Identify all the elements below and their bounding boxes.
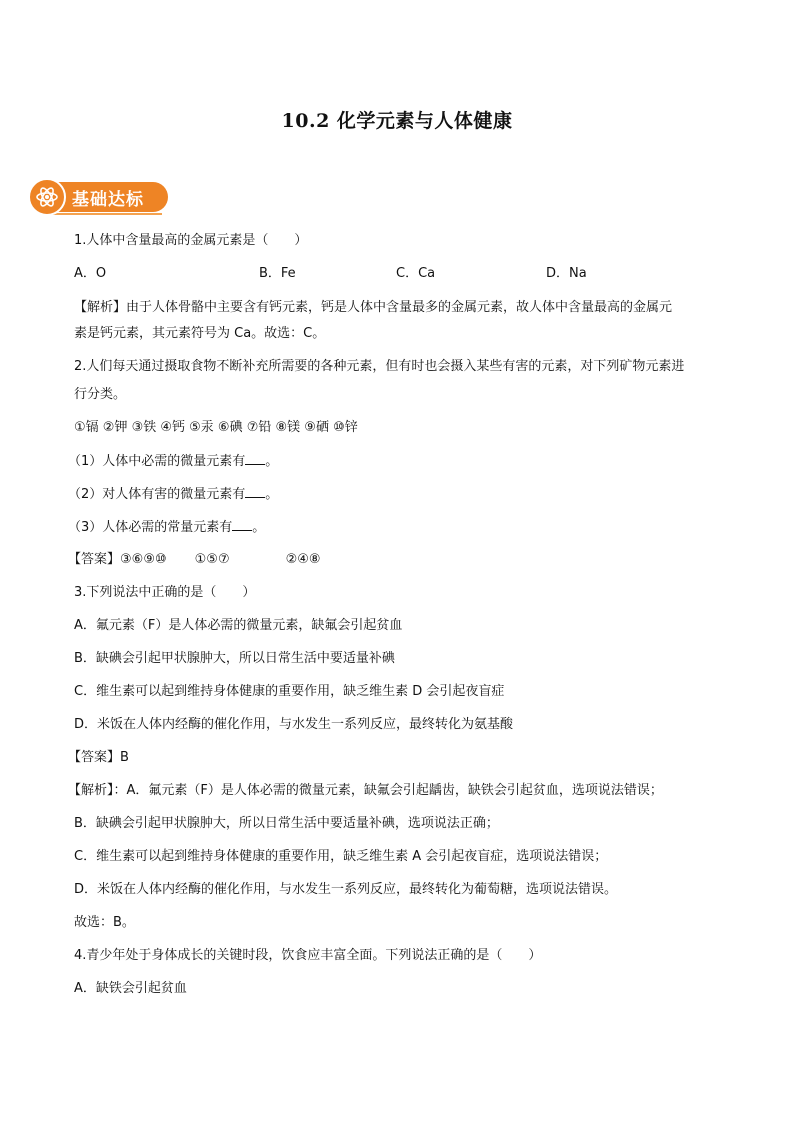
question-2-sub-3: （3）人体必需的常量元素有 。 xyxy=(68,516,734,549)
question-2-stem-line-2: 行分类。 xyxy=(74,387,127,402)
question-2-answer: 【答案】③⑥⑨⑩ ①⑤⑦ ②④⑧ xyxy=(68,552,321,567)
question-2-elements: ①镉 ②钾 ③铁 ④钙 ⑤汞 ⑥碘 ⑦铅 ⑧镁 ⑨硒 ⑩锌 xyxy=(74,420,358,435)
question-3-option-a: A．氟元素（F）是人体必需的微量元素，缺氟会引起贫血 xyxy=(74,618,403,633)
option-b: B．Fe xyxy=(259,266,296,281)
question-4-option-a: A．缺铁会引起贫血 xyxy=(74,981,187,996)
answer-blank xyxy=(232,516,252,531)
atom-icon xyxy=(28,178,66,216)
question-2-sub-2: （2）对人体有害的微量元素有 。 xyxy=(68,483,734,516)
question-3-option-c: C．维生素可以起到维持身体健康的重要作用，缺乏维生素 D 会引起夜盲症 xyxy=(74,684,505,699)
question-3-analysis-3: C．维生素可以起到维持身体健康的重要作用，缺乏维生素 A 会引起夜盲症，选项说法错误； xyxy=(74,849,608,864)
question-3-analysis-5: 故选：B。 xyxy=(74,915,135,930)
page-title: 10.2 化学元素与人体健康 xyxy=(281,110,513,132)
answer-blank xyxy=(245,483,265,498)
question-3-option-d: D．米饭在人体内经酶的催化作用，与水发生一系列反应，最终转化为氨基酸 xyxy=(74,717,514,732)
question-2-stem-line-1: 2.人们每天通过摄取食物不断补充所需要的各种元素，但有时也会摄入某些有害的元素，对下列矿物元素进 xyxy=(74,359,685,374)
question-1-stem: 1.人体中含量最高的金属元素是（ ） xyxy=(74,233,308,248)
question-3-option-b: B．缺碘会引起甲状腺肿大，所以日常生活中要适量补碘 xyxy=(74,651,395,666)
option-a: A．O xyxy=(74,266,107,281)
question-1-analysis-line-1: 【解析】由于人体骨骼中主要含有钙元素，钙是人体中含量最多的金属元素，故人体中含量最高的金属元 xyxy=(74,300,673,315)
question-3-analysis-2: B．缺碘会引起甲状腺肿大，所以日常生活中要适量补碘，选项说法正确； xyxy=(74,816,499,831)
question-3-analysis-4: D．米饭在人体内经酶的催化作用，与水发生一系列反应，最终转化为葡萄糖，选项说法错误。 xyxy=(74,882,618,897)
question-1-options xyxy=(74,263,734,296)
question-3-answer: 【答案】B xyxy=(68,750,129,765)
question-1-analysis-line-2: 素是钙元素，其元素符号为 Ca。故选：C。 xyxy=(74,326,326,341)
question-2-sub-1: （1）人体中必需的微量元素有 。 xyxy=(68,450,734,483)
option-d: D．Na xyxy=(546,266,587,281)
section-banner xyxy=(28,178,170,216)
question-3-analysis-1: 【解析】：A．氟元素（F）是人体必需的微量元素，缺氟会引起龋齿，缺铁会引起贫血，选项说法错误； xyxy=(68,783,663,798)
section-title: 基础达标 xyxy=(72,190,144,210)
question-3-stem: 3.下列说法中正确的是（ ） xyxy=(74,585,256,600)
option-c: C．Ca xyxy=(396,266,436,281)
question-content xyxy=(68,230,734,1011)
question-4-stem: 4.青少年处于身体成长的关键时段，饮食应丰富全面。下列说法正确的是（ ） xyxy=(74,948,542,963)
answer-blank xyxy=(245,450,265,465)
